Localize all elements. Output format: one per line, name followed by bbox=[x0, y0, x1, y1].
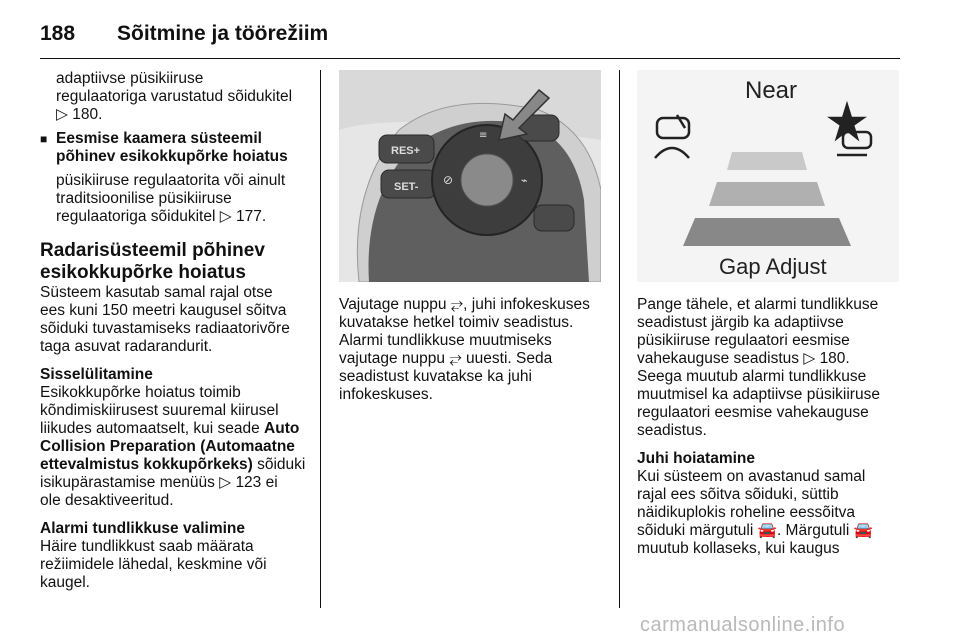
text-line: Pange tähele, et alarmi tundlikkuse bbox=[637, 296, 879, 313]
setting-name: Collision Preparation (Automaatne bbox=[40, 438, 295, 455]
vehicle-ahead-icon: 🚘 bbox=[757, 522, 777, 539]
text-span: uuesti. Seda bbox=[466, 350, 553, 367]
res-button-label: RES+ bbox=[391, 145, 421, 157]
steering-wheel-illustration bbox=[339, 70, 601, 282]
text-line: püsikiiruse regulaatorita või ainult bbox=[56, 172, 286, 189]
text-line bbox=[637, 350, 907, 368]
gap-button-icon: ⥂ bbox=[450, 296, 464, 313]
vehicle-ahead-icon: 🚘 bbox=[853, 522, 873, 539]
column-divider-1 bbox=[320, 70, 321, 608]
text-line bbox=[40, 420, 310, 438]
ref-arrow-icon: ▷ bbox=[219, 474, 232, 491]
radar-paragraph bbox=[40, 284, 310, 356]
text-span: isikupärastamise menüüs bbox=[40, 474, 215, 491]
text-span: vahekauguse seadistus bbox=[637, 350, 800, 367]
text-line: seadistust järgib ka adaptiivse bbox=[637, 314, 844, 331]
ref-arrow-icon: ▷ bbox=[219, 208, 232, 225]
text-line: taga asuvat radarandurit. bbox=[40, 338, 213, 355]
text-span: Vajutage nuppu bbox=[339, 296, 447, 313]
chapter-title: Sõitmine ja töörežiim bbox=[117, 22, 329, 45]
svg-text:≡: ≡ bbox=[479, 130, 488, 141]
heading-line: Radarisüsteemil põhinev bbox=[40, 240, 265, 261]
text-line: infokeskuses. bbox=[339, 386, 433, 403]
display-near-label: Near bbox=[745, 77, 798, 104]
intro-text bbox=[40, 70, 310, 124]
text-span: regulaatoriga sõidukitel bbox=[56, 208, 216, 225]
text-line: kuvatakse hetkel toimiv seadistus. bbox=[339, 314, 574, 331]
header-divider bbox=[40, 58, 900, 59]
heading-line: esikokkupõrke hoiatus bbox=[40, 262, 246, 283]
gap-display-figure bbox=[637, 70, 899, 282]
svg-text:⊘: ⊘ bbox=[443, 173, 454, 187]
steering-wheel-figure bbox=[339, 70, 601, 282]
ref-arrow-icon: ▷ bbox=[56, 106, 68, 123]
text-line bbox=[56, 208, 310, 226]
text-line: kaugel. bbox=[40, 574, 90, 591]
text-line bbox=[339, 296, 609, 314]
text-line: seadistust kuvatakse ka juhi bbox=[339, 368, 532, 385]
sensitivity-paragraph bbox=[40, 538, 310, 592]
bullet-title: Eesmise kaamera süsteemil bbox=[56, 130, 262, 147]
text-line: sõiduki tuvastamiseks radiaatorivõre bbox=[40, 320, 290, 337]
ref-arrow-icon: ▷ bbox=[803, 350, 816, 367]
subheading-activation: Sisselülitamine bbox=[40, 366, 153, 383]
watermark: carmanualsonline.info bbox=[640, 614, 846, 636]
text-line: rajal ees sõitva sõiduki, süttib bbox=[637, 486, 839, 503]
distance-bar-medium bbox=[709, 182, 825, 206]
column-divider-2 bbox=[619, 70, 620, 608]
list-item bbox=[40, 130, 310, 166]
bullet-icon: ■ bbox=[40, 132, 48, 146]
text-line: seadistus. bbox=[637, 422, 707, 439]
text-line bbox=[40, 474, 310, 492]
display-gap-adjust-label: Gap Adjust bbox=[719, 254, 827, 279]
text-span: vajutage nuppu bbox=[339, 350, 446, 367]
page-ref-link[interactable]: 177. bbox=[235, 208, 267, 225]
distance-bar-near bbox=[727, 152, 807, 170]
setting-name: Auto bbox=[264, 420, 300, 437]
text-line: Seega muutub alarmi tundlikkuse bbox=[637, 368, 867, 385]
text-line bbox=[637, 522, 907, 540]
text-line: regulaatoriga varustatud sõidukitel bbox=[56, 88, 293, 105]
text-span: sõiduki bbox=[257, 456, 306, 473]
text-line: Süsteem kasutab samal rajal otse bbox=[40, 284, 273, 301]
page-ref-link[interactable]: 180. bbox=[72, 106, 103, 123]
distance-bar-far bbox=[683, 218, 851, 246]
text-line: muutub kollaseks, kui kaugus bbox=[637, 540, 840, 557]
page-ref-link[interactable]: 180. bbox=[819, 350, 850, 367]
gap-button-icon: ⥂ bbox=[449, 350, 462, 367]
text-line bbox=[339, 350, 609, 368]
text-line: ole desaktiveeritud. bbox=[40, 492, 174, 509]
column-2 bbox=[339, 70, 609, 404]
text-line bbox=[40, 456, 310, 474]
text-line: ees kuni 150 meetri kaugusel sõitva bbox=[40, 302, 287, 319]
text-line: Kui süsteem on avastanud samal bbox=[637, 468, 866, 485]
bullet-title: põhinev esikokkupõrke hoiatus bbox=[56, 148, 288, 165]
page-ref-link[interactable]: 123 ei bbox=[235, 474, 278, 491]
text-line: regulaatori eesmise vahekauguse bbox=[637, 404, 869, 421]
column-1 bbox=[40, 70, 310, 592]
text-line: traditsioonilise püsikiiruse bbox=[56, 190, 232, 207]
subheading-driver-warning: Juhi hoiatamine bbox=[637, 450, 755, 467]
bullet-body bbox=[40, 172, 310, 226]
page-number: 188 bbox=[40, 22, 76, 45]
set-button-label: SET- bbox=[394, 181, 419, 193]
gap-paragraph bbox=[637, 296, 907, 440]
figure-caption bbox=[339, 296, 609, 404]
text-span: . Märgutuli bbox=[776, 522, 850, 539]
text-span: sõiduki märgutuli bbox=[637, 522, 754, 539]
setting-name: ettevalmistus kokkupõrkeks) bbox=[40, 456, 253, 473]
text-line: režiimidele lähedal, keskmine või bbox=[40, 556, 267, 573]
svg-text:⌁: ⌁ bbox=[521, 174, 528, 187]
text-line: püsikiiruse regulaatori eesmise bbox=[637, 332, 850, 349]
column-3 bbox=[637, 70, 907, 558]
text-span: , juhi infokeskuses bbox=[463, 296, 590, 313]
text-line: muutmisel ka adaptiivse püsikiiruse bbox=[637, 386, 880, 403]
section-heading bbox=[40, 240, 310, 284]
text-line: Häire tundlikkust saab määrata bbox=[40, 538, 254, 555]
text-span: liikudes automaatselt, kui seade bbox=[40, 420, 260, 437]
text-line: Alarmi tundlikkuse muutmiseks bbox=[339, 332, 552, 349]
warning-paragraph bbox=[637, 468, 907, 558]
text-line: näidikuplokis roheline eessõitva bbox=[637, 504, 855, 521]
page-header bbox=[40, 18, 900, 58]
gap-display-illustration bbox=[637, 70, 899, 282]
text-line: Esikokkupõrke hoiatus toimib bbox=[40, 384, 241, 401]
subheading-sensitivity: Alarmi tundlikkuse valimine bbox=[40, 520, 246, 537]
activation-paragraph bbox=[40, 384, 310, 510]
text-line: adaptiivse püsikiiruse bbox=[56, 70, 204, 87]
text-line bbox=[56, 106, 310, 124]
text-line: kõndimiskiirusest suuremal kiirusel bbox=[40, 402, 279, 419]
